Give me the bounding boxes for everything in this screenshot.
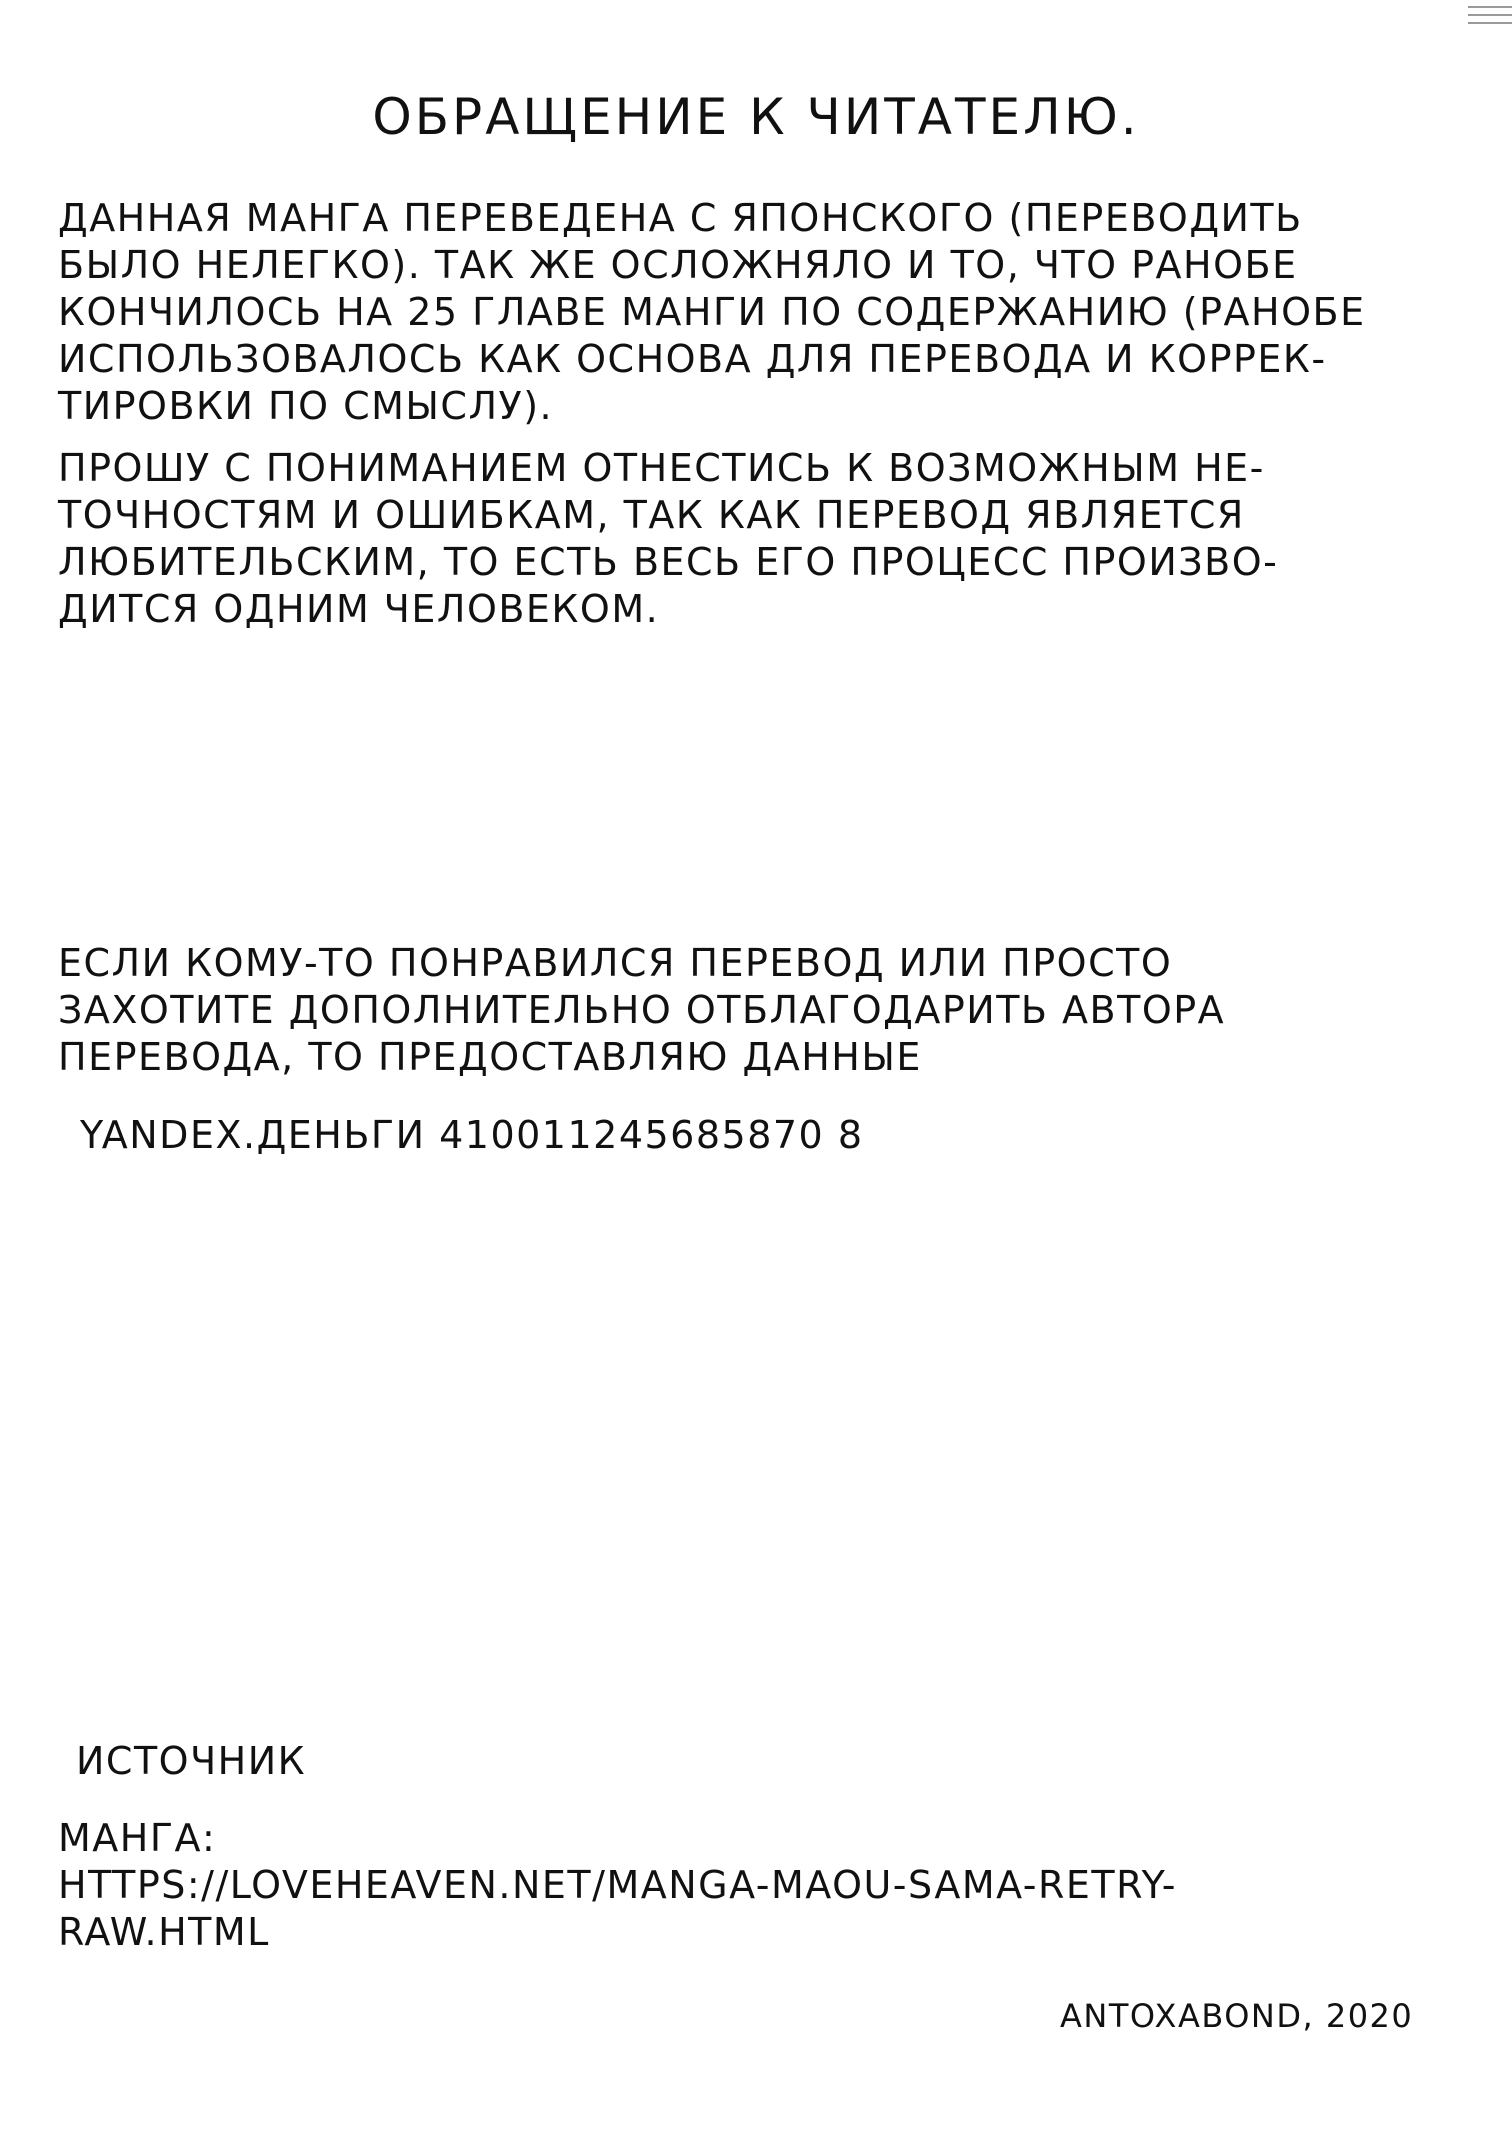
source-url-line: HTTPS://LOVEHEAVEN.NET/MANGA-MAOU-SAMA-RETRY- [58, 1863, 1178, 1907]
source-link-block [58, 1815, 1177, 1956]
text-line: ТИРОВКИ ПО СМЫСЛУ). [58, 384, 554, 428]
text-line: МАНГА: [58, 1816, 217, 1860]
text-line: ПЕРЕВОДА, ТО ПРЕДОСТАВЛЯЮ ДАННЫЕ [58, 1035, 922, 1079]
intro-paragraph [58, 195, 1366, 430]
text-line: ЗАХОТИТЕ ДОПОЛНИТЕЛЬНО ОТБЛАГОДАРИТЬ АВТОРА [58, 988, 1226, 1032]
text-line: ДАННАЯ МАНГА ПЕРЕВЕДЕНА С ЯПОНСКОГО (ПЕРЕВОДИТЬ [58, 196, 1303, 240]
source-url-line: RAW.HTML [58, 1910, 270, 1954]
text-line: ПРОШУ С ПОНИМАНИЕМ ОТНЕСТИСЬ К ВОЗМОЖНЫМ НЕ- [58, 446, 1265, 490]
text-line: КОНЧИЛОСЬ НА 25 ГЛАВЕ МАНГИ ПО СОДЕРЖАНИЮ (РАНОБЕ [58, 290, 1366, 334]
text-line: БЫЛО НЕЛЕГКО). ТАК ЖЕ ОСЛОЖНЯЛО И ТО, ЧТО РАНОБЕ [58, 243, 1298, 287]
payment-details: YANDEX.ДЕНЬГИ 410011245685870 8 [80, 1113, 864, 1157]
apology-paragraph [58, 445, 1278, 633]
thanks-paragraph [58, 940, 1225, 1081]
text-line: ТОЧНОСТЯМ И ОШИБКАМ, ТАК КАК ПЕРЕВОД ЯВЛЯЕТСЯ [58, 493, 1245, 537]
text-line: ДИТСЯ ОДНИМ ЧЕЛОВЕКОМ. [58, 587, 660, 631]
text-line: ЛЮБИТЕЛЬСКИМ, ТО ЕСТЬ ВЕСЬ ЕГО ПРОЦЕСС ПРОИЗВО- [58, 540, 1279, 584]
source-label: ИСТОЧНИК [76, 1739, 307, 1783]
translator-signature: ANTOXABOND, 2020 [1060, 1997, 1414, 2035]
text-line: ЕСЛИ КОМУ-ТО ПОНРАВИЛСЯ ПЕРЕВОД ИЛИ ПРОСТО [58, 941, 1173, 985]
corner-scan-mark [1464, 0, 1512, 40]
page-title: ОБРАЩЕНИЕ К ЧИТАТЕЛЮ. [372, 88, 1140, 146]
text-line: ИСПОЛЬЗОВАЛОСЬ КАК ОСНОВА ДЛЯ ПЕРЕВОДА И КОРРЕК- [58, 337, 1327, 381]
